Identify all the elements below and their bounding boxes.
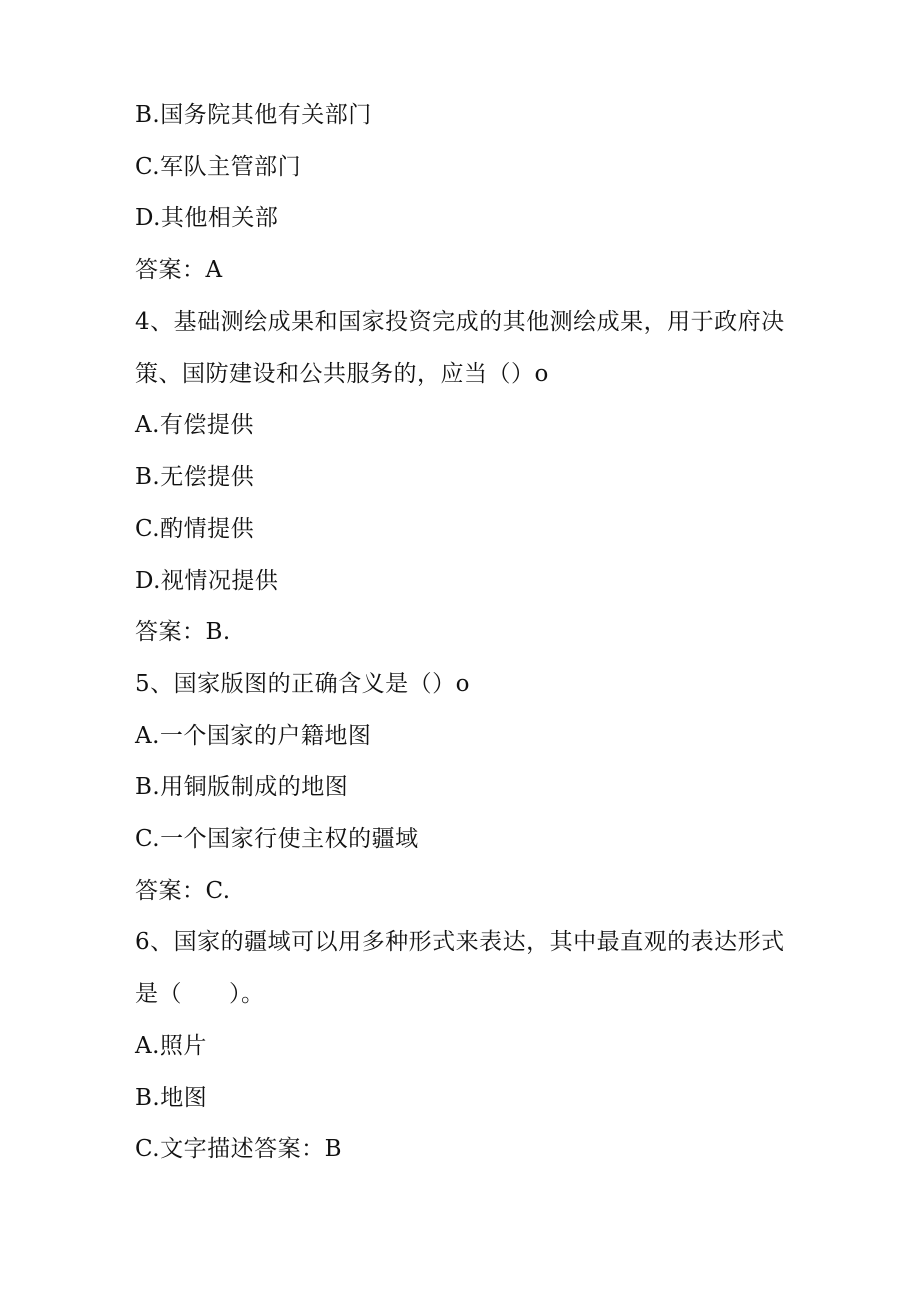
q5-answer: 答案：C. [135,878,231,904]
q5-option-b: B.用铜版制成的地图 [135,774,349,800]
q6-option-b: B.地图 [135,1085,208,1111]
q4-option-d: D.视情况提供 [135,568,279,594]
q4-option-c: C.酌情提供 [135,516,255,542]
q4-option-b: B.无偿提供 [135,464,255,490]
q4-stem-line-2: 策、国防建设和公共服务的，应当（）o [135,361,549,387]
q3-option-c: C.军队主管部门 [135,154,302,180]
q6-stem-line-1: 6、国家的疆域可以用多种形式来表达，其中最直观的表达形式 [135,929,785,955]
q5-stem: 5、国家版图的正确含义是（）o [135,671,470,697]
q6-stem-line-2: 是（ ）。 [135,981,265,1007]
q3-answer: 答案：A [135,257,223,283]
q4-answer: 答案：B. [135,619,231,645]
q6-option-a: A.照片 [135,1033,207,1059]
q6-option-c-and-answer: C.文字描述答案：B [135,1136,342,1162]
q3-option-b: B.国务院其他有关部门 [135,102,372,128]
q5-option-a: A.一个国家的户籍地图 [135,723,372,749]
q4-option-a: A.有偿提供 [135,412,254,438]
q5-option-c: C.一个国家行使主权的疆域 [135,826,419,852]
q3-option-d: D.其他相关部 [135,205,279,231]
q4-stem-line-1: 4、基础测绘成果和国家投资完成的其他测绘成果，用于政府决 [135,309,785,335]
